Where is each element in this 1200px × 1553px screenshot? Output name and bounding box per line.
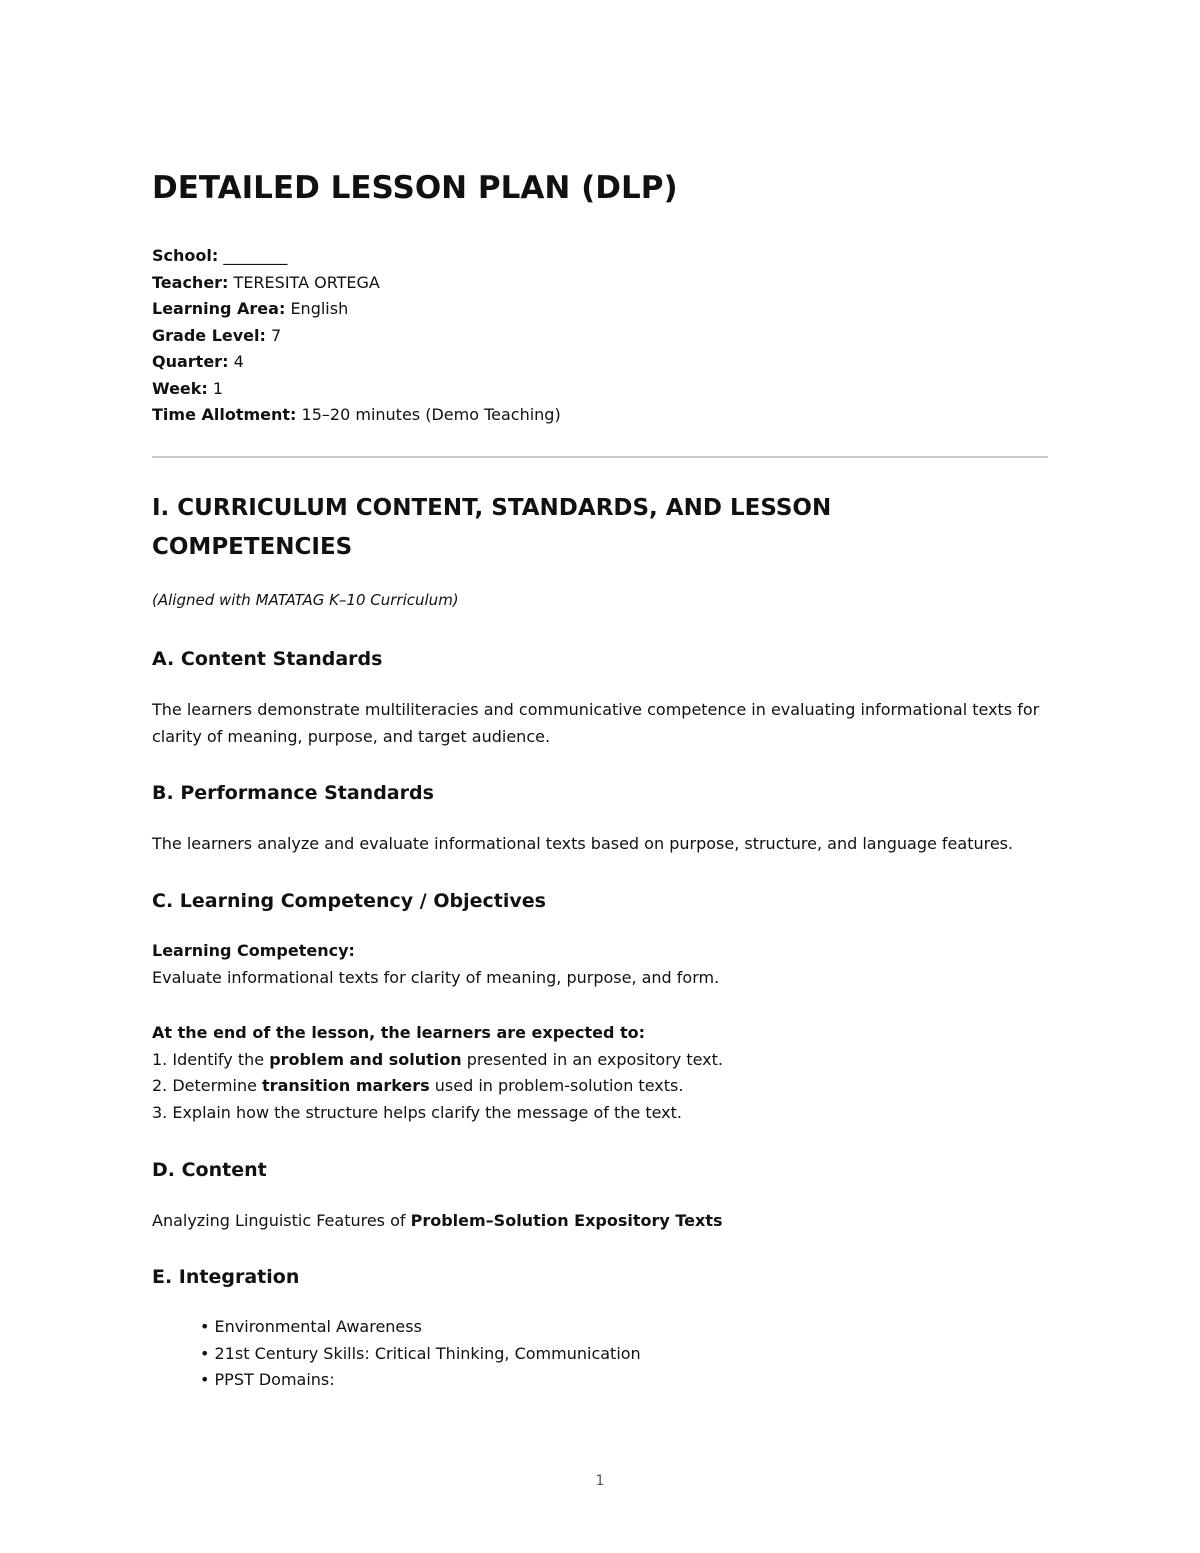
meta-grade-level [152,323,561,350]
document-title: DETAILED LESSON PLAN (DLP) [152,170,678,206]
alignment-note: (Aligned with MATATAG K–10 Curriculum) [152,591,459,609]
objective-item: 2. Determine transition markers used in problem-solution texts. [152,1076,684,1095]
meta-school [152,243,561,270]
objective-item: 3. Explain how the structure helps clarify the message of the text. [152,1102,682,1122]
competency-label: Learning Competency: [152,941,355,960]
meta-label: Time Allotment: [152,405,297,424]
meta-value: ________ [223,246,288,265]
performance-standards-heading: B. Performance Standards [152,782,434,804]
competency-block [152,938,719,991]
content-text: Analyzing Linguistic Features of Problem–Solution Expository Texts [152,1211,723,1230]
meta-quarter [152,349,561,376]
meta-value: 1 [212,378,224,398]
page-number: 1 [595,1473,605,1489]
competency-text: Evaluate informational texts for clarity of meaning, purpose, and form. [152,967,720,987]
objectives-intro: At the end of the lesson, the learners are expected to: [152,1023,646,1042]
meta-value: 7 [271,325,282,345]
integration-heading: E. Integration [152,1266,300,1288]
meta-label: Grade Level: [152,325,266,345]
meta-time-allotment [152,402,561,429]
content-standards-text: The learners demonstrate multiliteracies and communicative competence in evaluating informational texts for clarity of meaning, purpose, and target audience. [152,700,1040,746]
meta-value: English [290,299,349,318]
horizontal-divider [152,456,1048,458]
meta-label: Learning Area: [152,299,286,318]
meta-label: School: [152,246,219,265]
meta-value: 15–20 minutes (Demo Teaching) [301,405,561,424]
objective-item: 1. Identify the problem and solution presented in an expository text. [152,1049,723,1069]
meta-week [152,376,561,403]
meta-value: TERESITA ORTEGA [233,272,380,292]
section-heading-curriculum: I. CURRICULUM CONTENT, STANDARDS, AND LESSON COMPETENCIES [152,495,832,560]
integration-list [200,1314,641,1394]
meta-learning-area [152,296,561,323]
meta-label: Teacher: [152,272,229,292]
integration-item: • PPST Domains: [200,1370,335,1389]
lesson-info-list [152,243,561,429]
meta-label: Quarter: [152,352,229,371]
integration-item: • Environmental Awareness [200,1317,422,1336]
competency-heading: C. Learning Competency / Objectives [152,890,546,912]
meta-value: 4 [233,352,244,371]
objectives-list [152,1020,723,1126]
content-standards-heading: A. Content Standards [152,648,383,670]
integration-item: • 21st Century Skills: Critical Thinking, Communication [200,1343,641,1363]
performance-standards-text: The learners analyze and evaluate informational texts based on purpose, structure, and language features. [152,834,1014,853]
meta-label: Week: [152,378,208,398]
meta-teacher [152,270,561,297]
content-heading: D. Content [152,1159,267,1181]
